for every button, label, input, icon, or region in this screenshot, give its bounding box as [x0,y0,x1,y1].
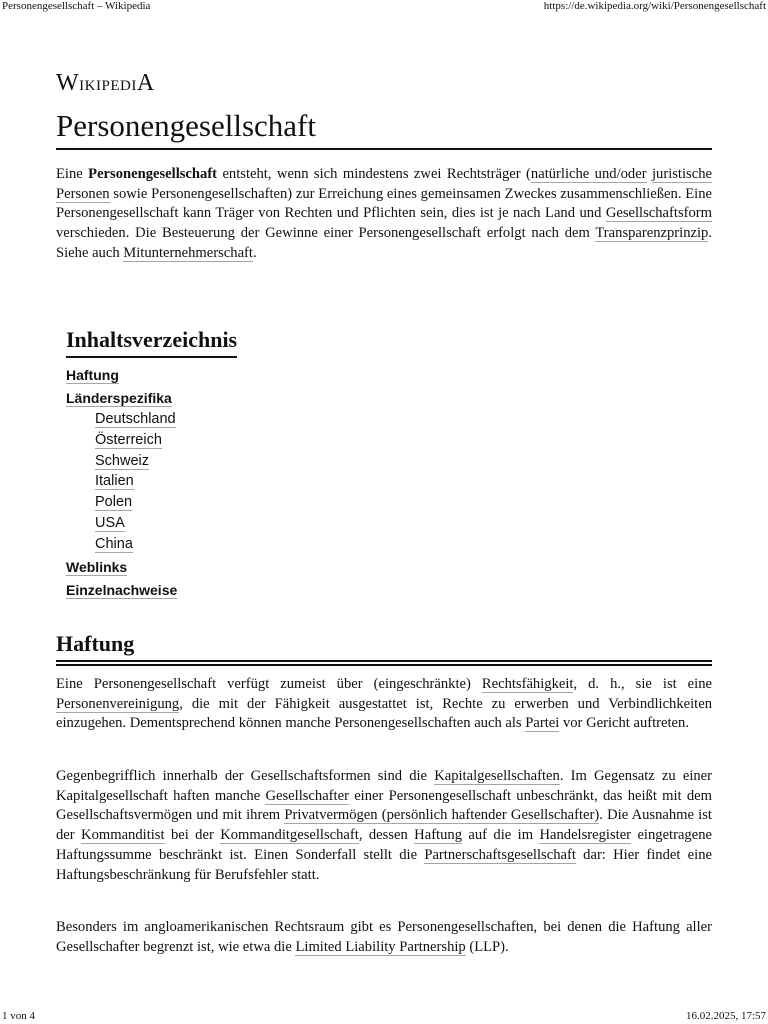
print-header-url: https://de.wikipedia.org/wiki/Personengesellschaft [543,0,766,12]
link-rechtsfaehigkeit[interactable]: Rechtsfähigkeit [481,676,574,692]
link-kapitalgesellschaften[interactable]: Kapitalgesellschaften [434,768,560,784]
link-partnerschaftsgesellschaft[interactable]: Partnerschaftsgesellschaft [424,846,576,863]
toc-item-china[interactable]: China [95,535,133,552]
print-footer-datetime: 16.02.2025, 17:57 [685,1010,766,1022]
link-juristische-personen[interactable]: juristische Personen [56,166,712,202]
link-privatvermoegen[interactable]: Privatvermögen (persönlich haftender Gesellschafter) [284,807,600,824]
print-footer-page: 1 von 4 [2,1010,35,1022]
haftung-paragraph-1: Eine Personengesellschaft verfügt zumeist über (eingeschränkte) Rechtsfähigkeit, d. h., sie ist eine Personenvereinigung, die mit der Fähigkeit ausgestattet ist, Rechte zu erwerben und Verbindlichkeiten einzugehen. Dementsprechend können manche Personengesellschaften auch als Partei vor Gericht auftreten. [56,676,712,732]
section-heading-haftung: Haftung [56,630,712,662]
toc-item-oesterreich[interactable]: Österreich [95,431,162,448]
toc-item-laenderspezifika[interactable]: Länderspezifika Deutschland Österreich Schweiz Italien Polen USA China [66,388,177,555]
link-kommanditist[interactable]: Kommanditist [81,827,165,844]
link-personenvereinigung[interactable]: Personenvereinigung [56,695,180,712]
page-title: Personengesellschaft [56,108,712,150]
toc-item-deutschland[interactable]: Deutschland [95,411,176,427]
link-kommanditgesellschaft[interactable]: Kommanditgesellschaft [220,827,359,844]
link-gesellschaftsform[interactable]: Gesellschaftsform [605,205,712,222]
wikipedia-logo[interactable]: WikipediA [56,70,155,96]
toc-item-italien[interactable]: Italien [95,473,134,490]
link-handelsregister[interactable]: Handelsregister [539,827,632,844]
link-partei[interactable]: Partei [525,715,560,732]
print-header-title: Personengesellschaft – Wikipedia [2,0,151,12]
toc-item-weblinks[interactable]: Weblinks [66,558,128,575]
link-gesellschafter[interactable]: Gesellschafter [265,787,349,804]
haftung-paragraph-2: Gegenbegrifflich innerhalb der Gesellschaftsformen sind die Kapitalgesellschaften. Im Gegensatz zu einer Kapitalgesellschaft haften manche Gesellschafter einer Personengesellschaft unbeschränkt, das heißt mit dem Gesellschaftsvermögen und mit ihrem Privatvermögen (persönlich haftender Gesellschafter). Die Ausnahme ist der Kommanditist bei der Kommanditgesellschaft, dessen Haftung auf die im Handelsregister eingetragene Haftungssumme beschränkt ist. Einen Sonderfall stellt die Partnerschaftsgesellschaft dar: Hier findet eine Haftungsbeschränkung für Berufsfehler statt. [56,768,713,883]
toc-item-einzelnachweise[interactable]: Einzelnachweise [66,581,178,598]
toc-item-haftung[interactable]: Haftung [66,367,119,383]
table-of-contents [66,363,177,601]
link-natuerliche-personen[interactable]: natürliche und/oder [530,166,647,182]
link-transparenzprinzip[interactable]: Transparenzprinzip [595,225,709,242]
link-mitunternehmerschaft[interactable]: Mitunternehmerschaft [123,244,253,261]
toc-item-schweiz[interactable]: Schweiz [95,452,149,469]
link-haftung[interactable]: Haftung [414,827,462,844]
toc-item-usa[interactable]: USA [95,514,125,531]
toc-title: Inhaltsverzeichnis [66,326,237,358]
toc-item-polen[interactable]: Polen [95,494,133,511]
haftung-paragraph-3: Besonders im angloamerikanischen Rechtsraum gibt es Personengesellschaften, bei denen die Haftung aller Gesellschafter begrenzt ist, wie etwa die Limited Liability Partnership (LLP). [56,919,712,955]
intro-paragraph: Eine Personengesellschaft entsteht, wenn sich mindestens zwei Rechtsträger (natürliche und/oder juristische Personen sowie Personengesellschaften) zur Erreichung eines gemeinsamen Zweckes zusammenschließen. Eine Personengesellschaft kann Träger von Rechten und Pflichten sein, dies ist je nach Land und Gesellschaftsform verschieden. Die Besteuerung der Gewinne einer Personengesellschaft erfolgt nach dem Transparenzprinzip. Siehe auch Mitunternehmerschaft. [56,166,712,261]
link-limited-liability-partnership[interactable]: Limited Liability Partnership [295,938,466,955]
